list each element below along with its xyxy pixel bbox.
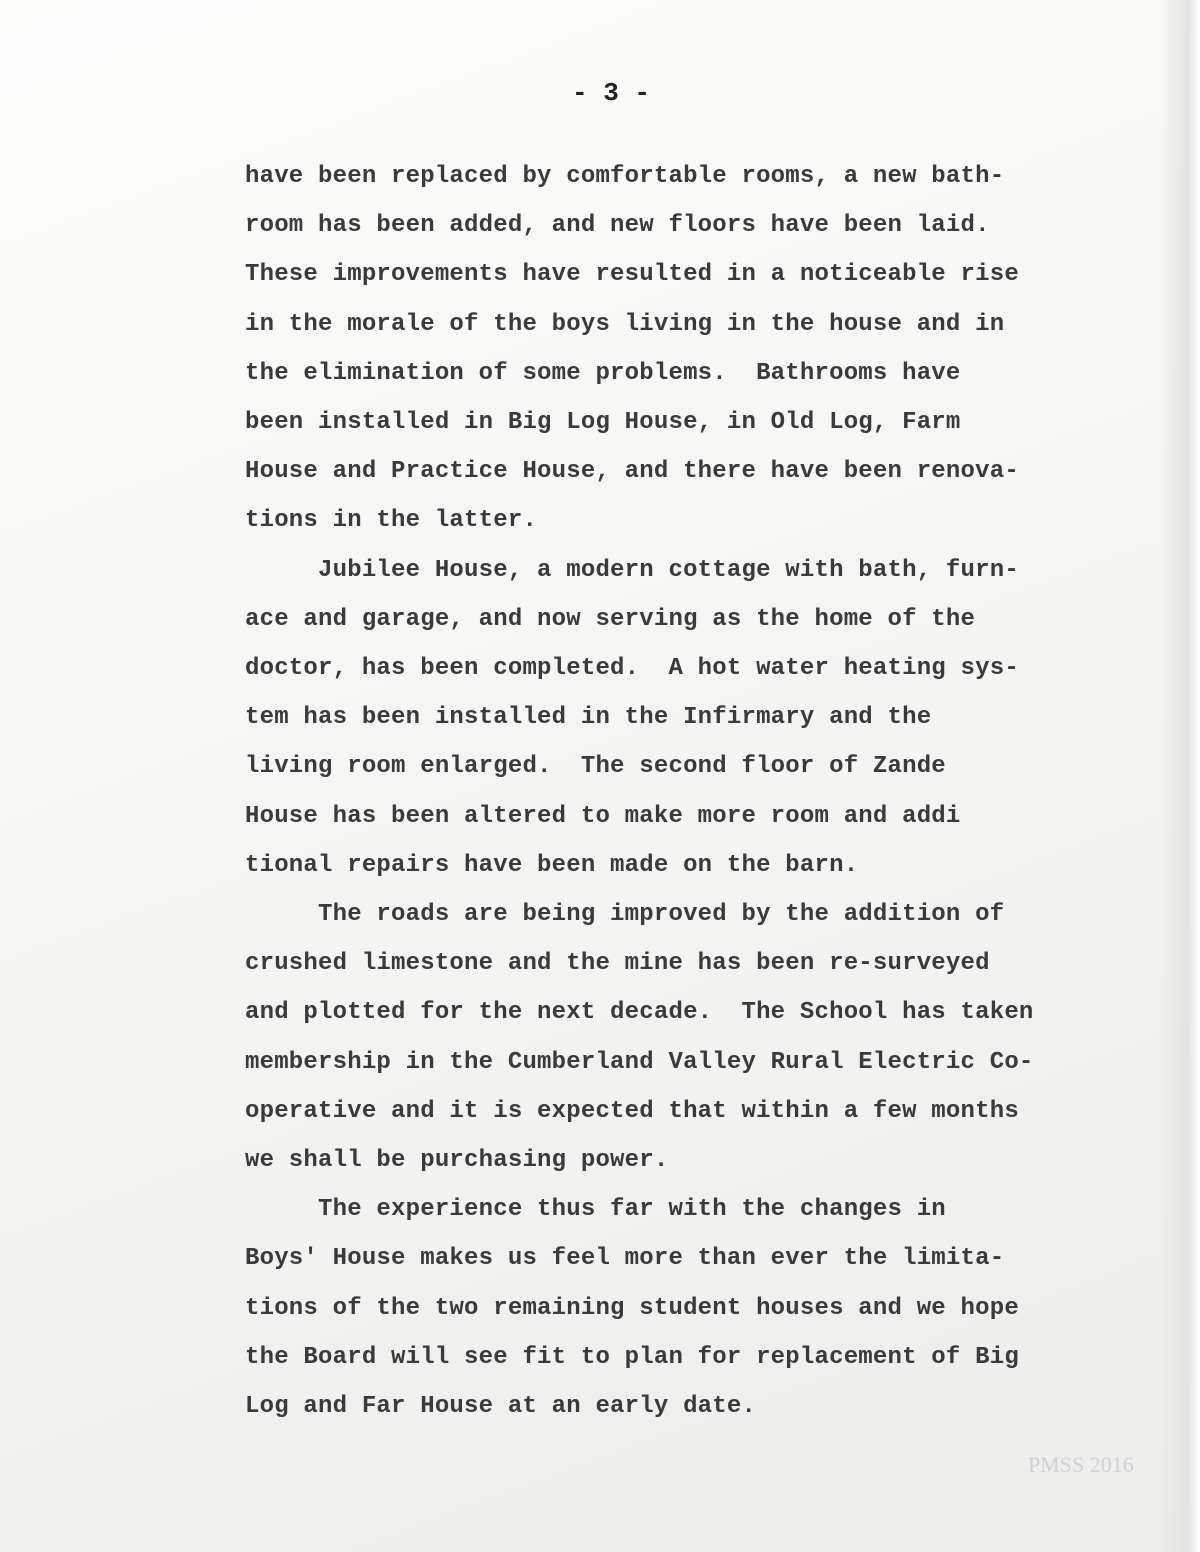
text-line: Boys' House makes us feel more than ever the limita-	[245, 1245, 1005, 1273]
text-line: have been replaced by comfortable rooms, a new bath-	[245, 163, 1005, 190]
page-number: - 3 -	[572, 78, 651, 108]
watermark: PMSS 2016	[1028, 1452, 1134, 1477]
text-line: and plotted for the next decade. The School has taken	[245, 999, 1034, 1027]
torn-page-edge	[1160, 0, 1200, 1552]
text-line: tions of the two remaining student houses and we hope	[245, 1294, 1019, 1322]
text-line: Log and Far House at an early date.	[245, 1393, 757, 1421]
text-line: the Board will see fit to plan for replacement of Big	[245, 1343, 1019, 1371]
text-line: The roads are being improved by the addition of	[245, 901, 1005, 929]
text-line: tions in the latter.	[245, 507, 538, 535]
text-line: tional repairs have been made on the barn.	[245, 851, 859, 879]
text-line: House and Practice House, and there have been renova-	[245, 458, 1019, 486]
text-line: doctor, has been completed. A hot water heating sys-	[245, 655, 1019, 683]
text-line: ace and garage, and now serving as the home of the	[245, 605, 976, 633]
text-line: These improvements have resulted in a noticeable rise	[245, 261, 1019, 289]
text-line: operative and it is expected that within a few months	[245, 1097, 1019, 1125]
text-line: room has been added, and new floors have been laid.	[245, 212, 990, 240]
text-line: been installed in Big Log House, in Old Log, Farm	[245, 409, 961, 437]
text-line: The experience thus far with the changes in	[245, 1196, 946, 1224]
text-line: membership in the Cumberland Valley Rural Electric Co-	[245, 1048, 1034, 1076]
text-line: House has been altered to make more room and addi	[245, 802, 961, 830]
text-line: the elimination of some problems. Bathrooms have	[245, 359, 961, 387]
document-body	[245, 152, 1034, 1431]
text-line: tem has been installed in the Infirmary and the	[245, 704, 932, 732]
text-line: we shall be purchasing power.	[245, 1147, 669, 1175]
text-line: crushed limestone and the mine has been re-surveyed	[245, 950, 990, 978]
text-line: living room enlarged. The second floor of Zande	[245, 753, 946, 781]
text-line: in the morale of the boys living in the house and in	[245, 310, 1005, 338]
text-line: Jubilee House, a modern cottage with bath, furn-	[245, 556, 1019, 584]
